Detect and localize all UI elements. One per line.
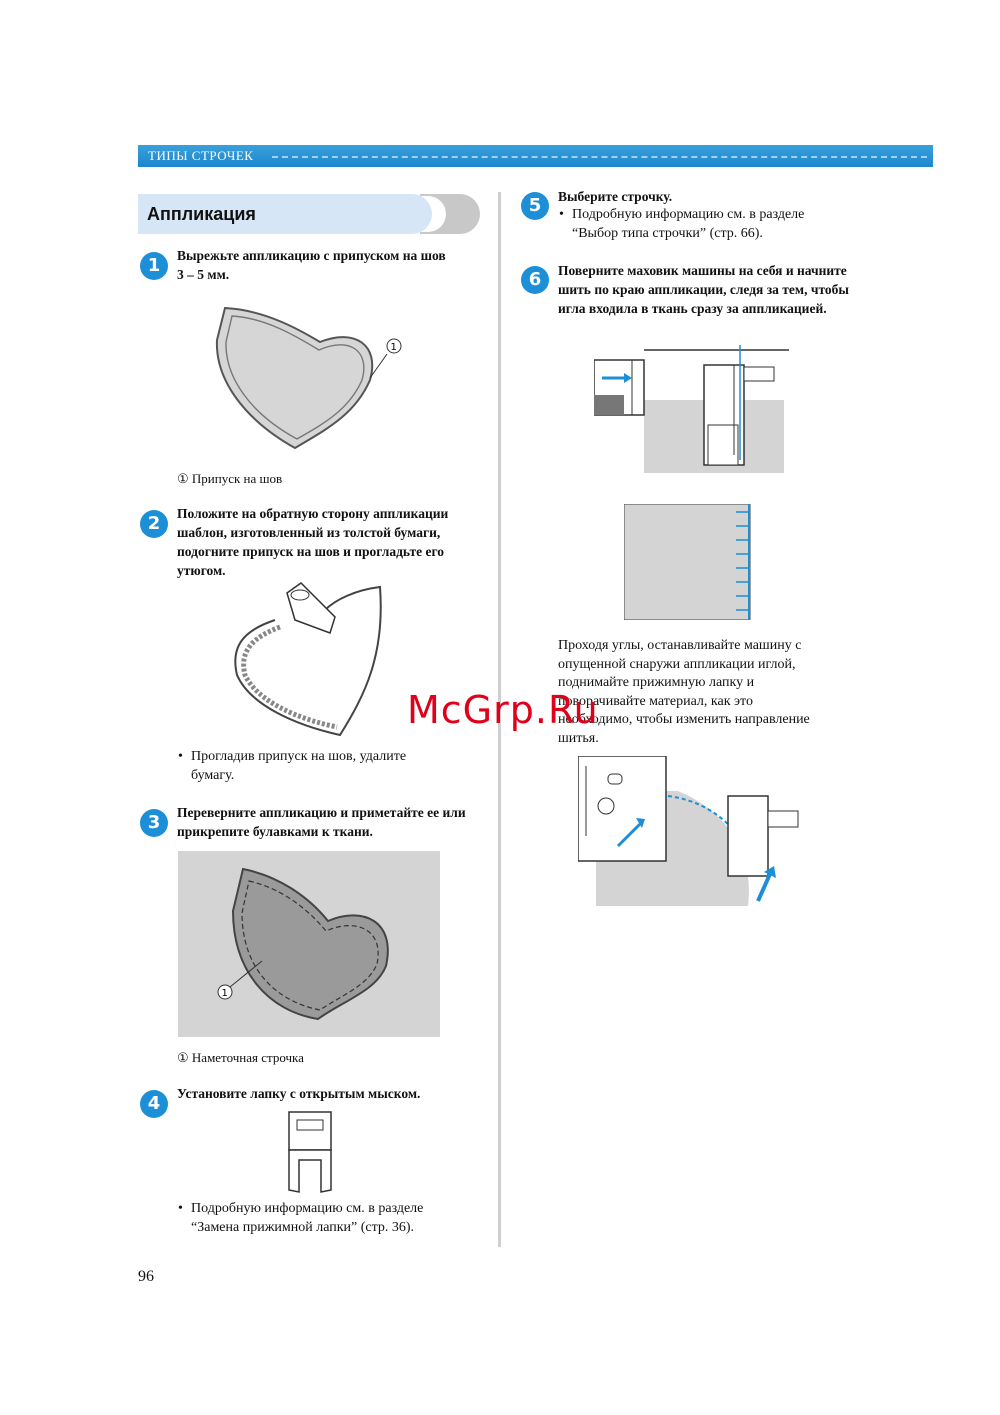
open-toe-foot-illustration <box>283 1110 337 1196</box>
step-2-badge: 2 <box>140 510 168 538</box>
step-4-note: • Подробную информацию см. в разделе “Замена прижимной лапки” (стр. 36). <box>191 1200 423 1237</box>
header-divider <box>272 156 927 158</box>
step-6-heading: Поверните маховик машины на себя и начните шить по краю аппликации, следя за тем, чтобы игла входила в ткань сразу за аппликацией. <box>558 263 849 316</box>
handwheel-sewing-illustration <box>594 345 794 473</box>
step-4-badge: 4 <box>140 1090 168 1118</box>
step-6-badge: 6 <box>521 266 549 294</box>
step-3-badge: 3 <box>140 809 168 837</box>
svg-text:1: 1 <box>221 988 228 999</box>
step-5-note: • Подробную информацию см. в разделе “Выбор типа строчки” (стр. 66). <box>572 206 804 243</box>
section-title: Аппликация <box>147 204 256 224</box>
watermark: McGrp.Ru <box>407 688 599 732</box>
corner-turning-illustration <box>578 756 808 908</box>
step-2-heading: Положите на обратную сторону аппликации шаблон, изготовленный из толстой бумаги, подогните припуск на шов и прогладьте его утюгом. <box>177 506 449 578</box>
stitched-edge-illustration <box>624 504 754 620</box>
corners-note: Проходя углы, останавливайте машину с опущенной снаружи аппликации иглой, поднимайте прижимную лапку и поворачивайте материал, как это необходимо, чтобы изменить направление шитья. <box>558 638 810 746</box>
applique-basted-illustration <box>178 851 440 1037</box>
step-1-heading: Вырежьте аппликацию с припуском на шов 3 – 5 мм. <box>177 248 446 282</box>
step-5-badge: 5 <box>521 192 549 220</box>
step-3-heading: Переверните аппликацию и приметайте ее или прикрепите булавками к ткани. <box>177 805 466 839</box>
svg-text:1: 1 <box>390 342 397 353</box>
step-1-badge: 1 <box>140 252 168 280</box>
page-number: 96 <box>138 1268 154 1285</box>
step-5-heading: Выберите строчку. <box>558 189 673 204</box>
step-1-caption: ① Припуск на шов <box>177 471 283 486</box>
iron-pressing-illustration <box>225 575 395 740</box>
applique-seam-allowance-illustration <box>205 300 415 462</box>
step-4-heading: Установите лапку с открытым мыском. <box>177 1086 421 1101</box>
step-2-note: • Прогладив припуск на шов, удалите бумагу. <box>191 748 406 785</box>
step-3-caption: ① Наметочная строчка <box>177 1050 304 1065</box>
header-title: ТИПЫ СТРОЧЕК <box>148 148 254 163</box>
